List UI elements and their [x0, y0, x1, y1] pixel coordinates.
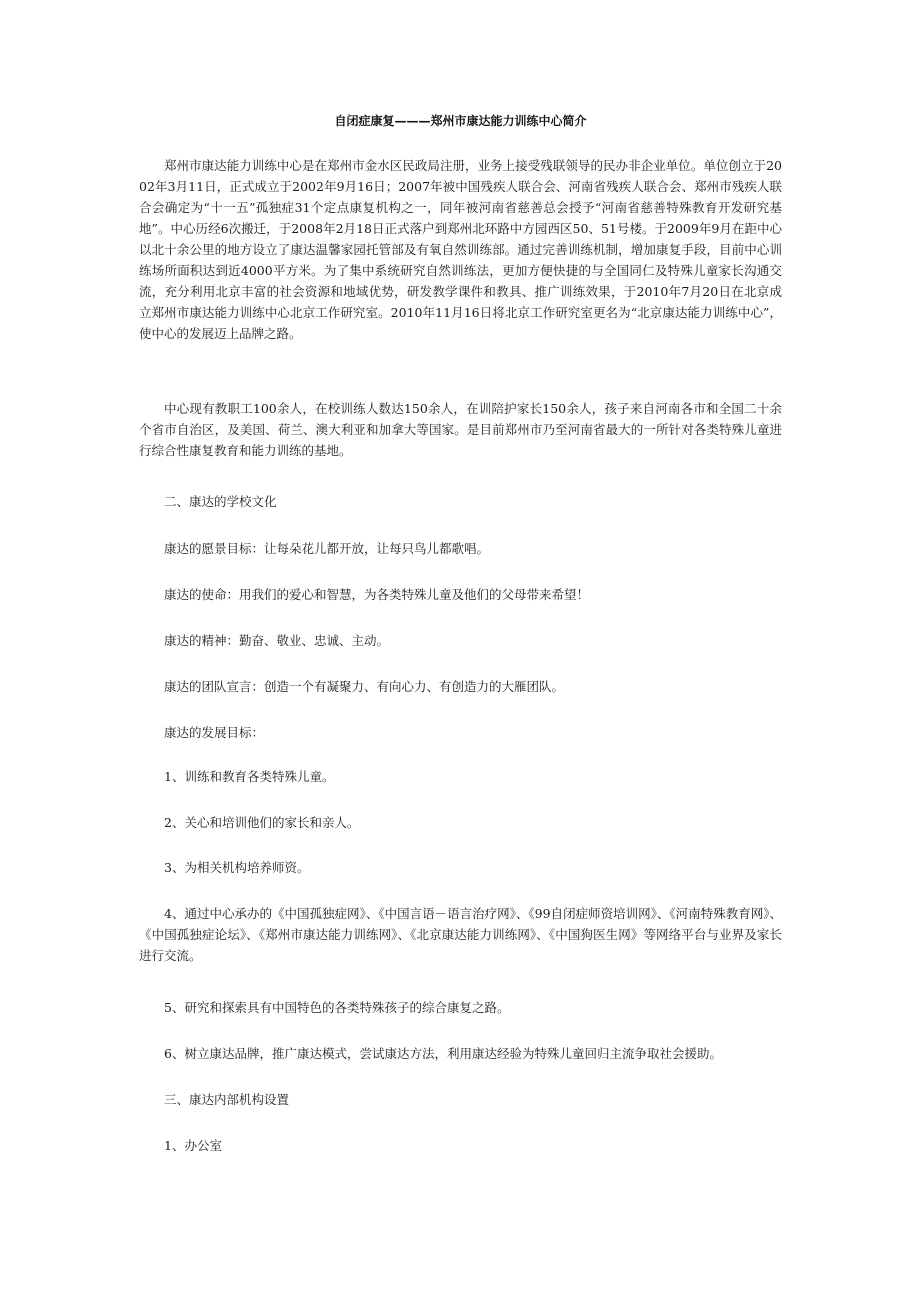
goal-item-5: 5、研究和探索具有中国特色的各类特殊孩子的综合康复之路。 [164, 1000, 510, 1015]
goal-item-3: 3、为相关机构培养师资。 [164, 860, 310, 875]
section-2-heading: 二、康达的学校文化 [164, 494, 277, 509]
goal-item-4: 4、通过中心承办的《中国孤独症网》、《中国言语－语言治疗网》、《99自闭症师资培训网》、《河南特殊教育网》、《中国孤独症论坛》、《郑州市康达能力训练网》、《北京康达能力训练网》、《中国狗医生网》等网络平台与业界及家长进行交流。 [139, 906, 782, 963]
intro-paragraph: 郑州市康达能力训练中心是在郑州市金水区民政局注册，业务上接受残联领导的民办非企业单位。单位创立于2002年3月11日，正式成立于2002年9月16日；2007年被中国残疾人联合会、河南省残疾人联合会、郑州市残疾人联合会确定为“十一五”孤独症31个定点康复机构之一，同年被河南省慈善总会授予“河南省慈善特殊教育开发研究基地”。中心历经6次搬迁，于2008年2月18日正式落户到郑州北环路中方园西区50、51号楼。于2009年9月在距中心以北十余公里的地方设立了康达温馨家园托管部及有氧自然训练部。通过完善训练机制，增加康复手段，目前中心训练场所面积达到近4000平方米。为了集中系统研究自然训练法，更加方便快捷的与全国同仁及特殊儿童家长沟通交流，充分利用北京丰富的社会资源和地域优势，研发教学课件和教具、推广训练效果，于2010年7月20日在北京成立郑州市康达能力训练中心北京工作研究室。2010年11月16日将北京工作研究室更名为“北京康达能力训练中心”，使中心的发展迈上品牌之路。 [139, 158, 782, 341]
section-3-heading: 三、康达内部机构设置 [164, 1092, 290, 1107]
mission-statement: 康达的使命：用我们的爱心和智慧，为各类特殊儿童及他们的父母带来希望！ [164, 587, 590, 602]
vision-statement: 康达的愿景目标：让每朵花儿都开放，让每只鸟儿都歌唱。 [164, 541, 490, 556]
org-item-1: 1、办公室 [164, 1138, 222, 1153]
goal-item-2: 2、关心和培训他们的家长和亲人。 [164, 815, 360, 830]
goal-item-1: 1、训练和教育各类特殊儿童。 [164, 769, 335, 784]
team-statement: 康达的团队宣言：创造一个有凝聚力、有向心力、有创造力的大雁团队。 [164, 679, 565, 694]
goal-item-6: 6、树立康达品牌，推广康达模式，尝试康达方法，利用康达经验为特殊儿童回归主流争取社会援助。 [164, 1046, 722, 1061]
goals-heading: 康达的发展目标： [164, 725, 265, 740]
spirit-statement: 康达的精神：勤奋、敬业、忠诚、主动。 [164, 633, 390, 648]
document-title: 自闭症康复———郑州市康达能力训练中心简介 [334, 114, 587, 128]
staff-paragraph: 中心现有教职工100余人，在校训练人数达150余人，在训陪护家长150余人，孩子来自河南各市和全国二十余个省市自治区，及美国、荷兰、澳大利亚和加拿大等国家。是目前郑州市乃至河南省最大的一所针对各类特殊儿童进行综合性康复教育和能力训练的基地。 [139, 401, 782, 458]
